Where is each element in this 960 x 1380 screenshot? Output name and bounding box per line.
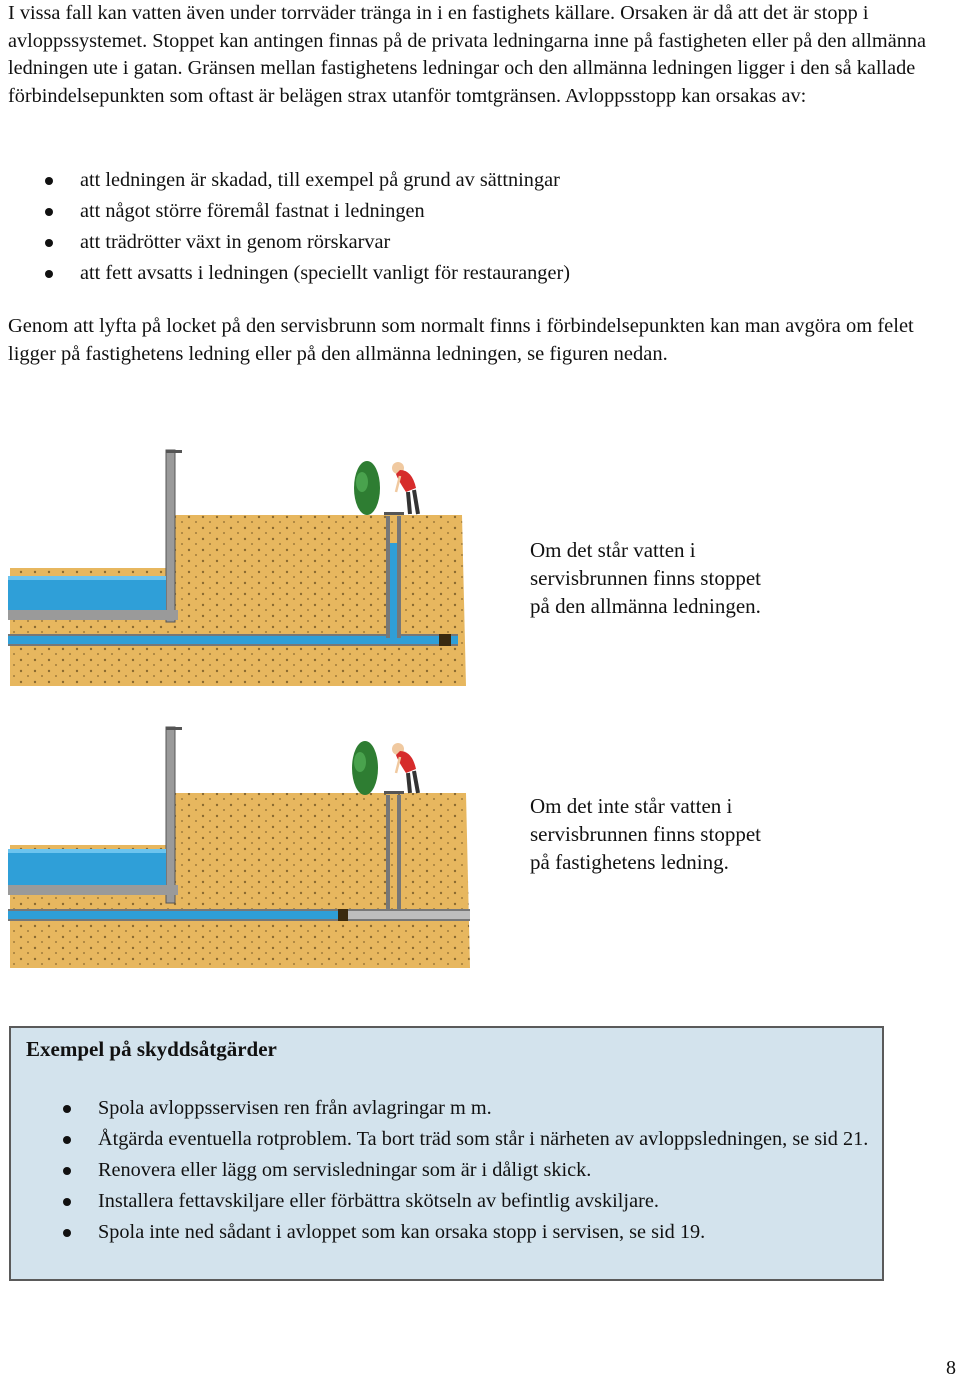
basement-room: [4, 448, 169, 568]
service-well-right-wall: [397, 795, 401, 911]
drain-pipe-empty: [344, 911, 470, 919]
illustration-blockage-public-main: [4, 448, 474, 688]
basement-room: [4, 725, 169, 845]
list-item: Installera fettavskiljare eller förbättra skötseln av befintlig avskiljare.: [11, 1187, 871, 1215]
causes-list: [0, 165, 900, 289]
person-figure: [392, 462, 418, 514]
list-item: Renovera eller lägg om servisledningar som är i dåligt skick.: [11, 1156, 871, 1184]
measures-list: [11, 1094, 871, 1249]
protective-measures-box: [9, 1026, 884, 1281]
service-well-water: [390, 543, 397, 638]
building-wall: [166, 450, 175, 622]
basement-floor: [8, 885, 178, 895]
list-item: Spola avloppsservisen ren från avlagringar m m.: [11, 1094, 871, 1122]
building-wall: [166, 727, 175, 903]
basement-floor: [8, 610, 178, 620]
box-title: Exempel på skyddsåtgärder: [26, 1037, 277, 1061]
illustration-blockage-property-line: [4, 725, 474, 970]
list-item: Spola inte ned sådant i avloppet som kan orsaka stopp i servisen, se sid 19.: [11, 1218, 871, 1246]
service-well-left-wall: [386, 795, 390, 911]
inspection-paragraph: Genom att lyfta på locket på den servisbrunn som normalt finns i förbindelsepunkten kan man avgöra om felet ligger på fastighetens ledning eller på den allmänna ledningen, se figuren nedan.: [8, 315, 914, 365]
person-figure: [392, 743, 418, 793]
list-item: att fett avsatts i ledningen (speciellt vanligt för restauranger): [0, 258, 900, 289]
basement-water: [8, 849, 166, 885]
blockage: [439, 634, 451, 646]
intro-paragraph: I vissa fall kan vatten även under torrväder tränga in i en fastighets källare. Orsaken är då att det är stopp i avloppssystemet. Stoppet kan antingen finnas på de privata ledningarna inne på fastigheten eller på den allmänna ledningen ute i gatan. Gränsen mellan fastighetens ledningar och den allmänna ledningen ligger i den så kallade förbindelsepunkten som oftast är belägen strax utanför tomtgränsen. Avloppsstopp kan orsakas av:: [8, 2, 926, 107]
list-item: att något större föremål fastnat i ledningen: [0, 196, 900, 227]
blockage: [338, 909, 348, 921]
page-number: 8: [946, 1357, 956, 1379]
figure-caption: Om det inte står vatten i servisbrunnen finns stoppet på fastighetens ledning.: [530, 794, 761, 874]
list-item: att ledningen är skadad, till exempel på grund av sättningar: [0, 165, 900, 196]
list-item: att trädrötter växt in genom rörskarvar: [0, 227, 900, 258]
service-well-right-wall: [397, 516, 401, 638]
drain-pipe-filled: [8, 911, 344, 919]
list-item: Åtgärda eventuella rotproblem. Ta bort träd som står i närheten av avloppsledningen, se sid 21.: [11, 1125, 871, 1153]
basement-water: [8, 576, 166, 610]
figure-caption: Om det står vatten i servisbrunnen finns stoppet på den allmänna ledningen.: [530, 538, 761, 618]
service-well-left-wall: [386, 516, 390, 638]
